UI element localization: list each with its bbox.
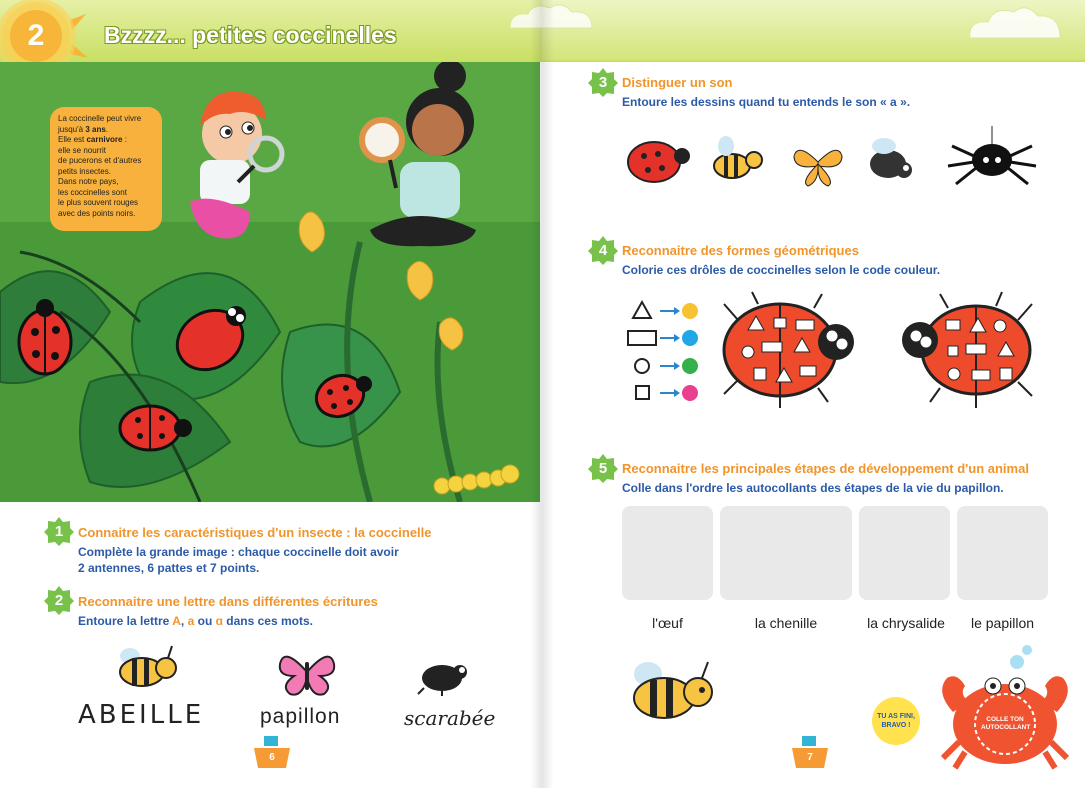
info-text: :: [122, 135, 127, 144]
exercise-2-title: Reconnaitre une lettre dans différentes écritures: [78, 594, 378, 609]
exercise-1-instruction-line1: Complète la grande image : chaque coccinelle doit avoir: [78, 545, 399, 559]
info-text: Elle est: [58, 135, 87, 144]
info-line: Dans notre pays,: [58, 177, 119, 186]
page-number-text: 7: [807, 752, 813, 763]
info-bold: carnivore: [86, 135, 123, 144]
word-papillon: papillon: [260, 705, 341, 728]
sticker-slot-egg[interactable]: [622, 506, 713, 600]
page-title: Bzzzz... petites coccinelles: [104, 22, 397, 48]
color-code-legend: [624, 298, 704, 408]
exercise-5-instruction: Colle dans l'ordre les autocollants des étapes de la vie du papillon.: [622, 481, 1004, 495]
stage-label-chrysalis: la chrysalide: [867, 615, 945, 631]
exercise-5-title: Reconnaitre les principales étapes de développement d'un animal: [622, 461, 1029, 476]
info-line: elle se nourrit: [58, 145, 107, 155]
sticker-slot-caterpillar[interactable]: [720, 506, 852, 600]
shape-ladybug-left: [718, 290, 868, 410]
info-line: [58, 135, 154, 146]
exercise-number: 4: [598, 241, 608, 259]
sticker-label: COLLE TON AUTOCOLLANT: [981, 716, 1031, 731]
exercise-number: 5: [598, 459, 608, 477]
info-text: .: [105, 124, 109, 134]
bee-icon: [108, 640, 180, 696]
stage-label-caterpillar: la chenille: [754, 615, 818, 631]
rectangle-shape: [628, 331, 656, 345]
word-abeille: ABEILLE: [78, 700, 205, 730]
letter-print: a: [187, 614, 195, 628]
exercise-1-instruction-line2: 2 antennes, 6 pattes et 7 points.: [78, 561, 260, 575]
exercise-3-instruction: Entoure les dessins quand tu entends le son « a ».: [622, 95, 911, 109]
triangle-shape: [633, 302, 651, 318]
info-bold: 3 ans: [85, 124, 106, 134]
sticker-slot-butterfly[interactable]: [957, 506, 1048, 600]
instruction-text: ,: [180, 614, 188, 628]
letter-script: ɑ: [215, 614, 223, 628]
pink-color-dot: [682, 385, 698, 401]
green-color-dot: [682, 358, 698, 374]
page-number-right: [790, 734, 830, 774]
shape-ladybug-right: [888, 290, 1038, 410]
fly-icon: [870, 138, 912, 178]
info-line: petits insectes.: [58, 166, 111, 176]
exercise-4-instruction: Colorie ces drôles de coccinelles selon le code couleur.: [622, 263, 941, 277]
stage-label-butterfly: le papillon: [970, 615, 1035, 631]
exercise-2-instruction: [78, 613, 313, 629]
stage-label-egg: l'œuf: [652, 615, 683, 631]
instruction-text: ou: [194, 614, 216, 628]
info-line: les coccinelles sont: [58, 187, 127, 197]
exercise-number: 1: [54, 522, 64, 540]
exercise-1-title: Connaitre les caractéristiques d'un insecte : la coccinelle: [78, 525, 432, 540]
book-spine-shadow: [530, 0, 554, 788]
blue-color-dot: [682, 330, 698, 346]
sound-pictures-row: [622, 126, 1052, 196]
square-shape: [636, 386, 649, 399]
exercise-4-title: Reconnaitre des formes géométriques: [622, 243, 859, 258]
exercise-3-badge: [588, 67, 618, 97]
bravo-badge: TU AS FINI, BRAVO !: [872, 697, 920, 745]
exercise-1-badge: [44, 516, 74, 546]
info-line: le plus souvent rouges: [58, 198, 139, 207]
letter-caps: A: [172, 614, 181, 628]
chapter-number-badge: 2: [10, 10, 62, 62]
crab-icon: [935, 642, 1075, 770]
ladybug-icon: [628, 142, 690, 182]
ladybug-info-box: [50, 107, 162, 231]
butterfly-icon: [276, 646, 338, 698]
bee-icon: [622, 652, 718, 728]
exercise-5-badge: [588, 453, 618, 483]
exercise-number: 3: [598, 73, 608, 91]
exercise-number: 2: [54, 591, 64, 609]
info-text: jusqu'à: [58, 124, 86, 134]
butterfly-icon: [794, 150, 842, 186]
beetle-icon: [414, 654, 470, 696]
exercise-4-badge: [588, 235, 618, 265]
info-line: de pucerons et d'autres: [58, 156, 142, 165]
spider-icon: [948, 126, 1036, 184]
info-line: [58, 125, 154, 136]
instruction-text: dans ces mots.: [222, 614, 313, 628]
info-line: La coccinelle peut vivre: [58, 114, 142, 123]
circle-shape: [635, 359, 649, 373]
cloud-icon: [500, 0, 620, 30]
info-line: avec des points noirs.: [58, 208, 136, 218]
sticker-slot-chrysalis[interactable]: [859, 506, 950, 600]
word-scarabee: scarabée: [404, 706, 496, 730]
yellow-color-dot: [682, 303, 698, 319]
exercise-2-badge: [44, 585, 74, 615]
cloud-icon: [960, 2, 1070, 42]
page-number-text: 6: [269, 752, 275, 763]
instruction-text: Entoure la lettre: [78, 614, 173, 628]
page-number-left: [252, 734, 292, 774]
exercise-3-title: Distinguer un son: [622, 75, 733, 90]
bee-icon: [714, 136, 762, 178]
